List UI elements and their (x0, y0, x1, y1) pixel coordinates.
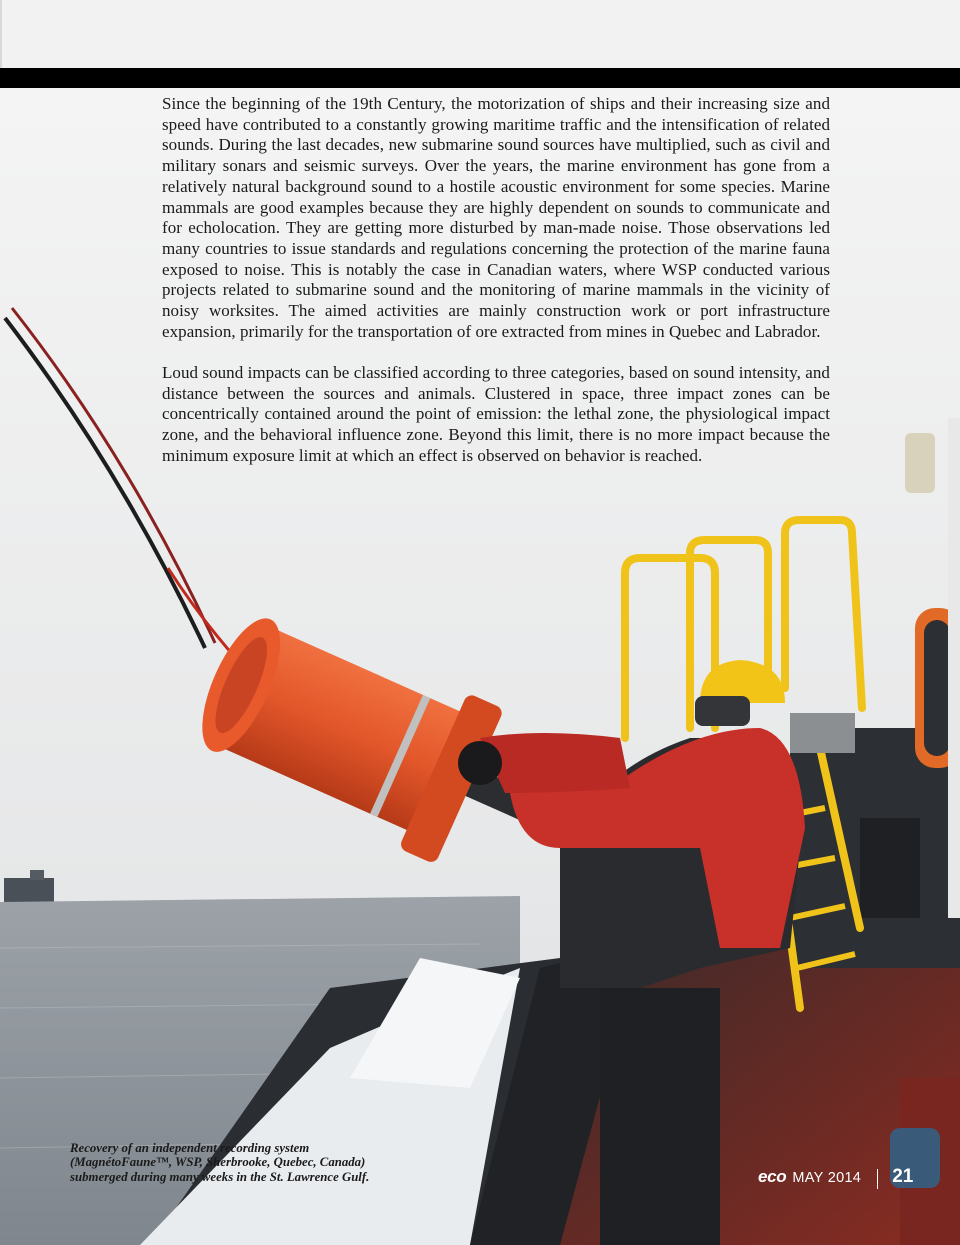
article-body (162, 94, 830, 487)
page-number: 21 (892, 1166, 914, 1187)
article-paragraph: Since the beginning of the 19th Century, the motorization of ships and their increasing size and speed have contributed to a constantly growing maritime traffic and the intensification of related sounds. During the last decades, new submarine sound sources have multiplied, such as civil and military sonars and seismic surveys. Over the years, the marine environment has gone from a relatively natural background sound to a hostile acoustic environment for some species. Marine mammals are good examples because they are highly dependent on sounds to communicate and for echolocation. They are getting more disturbed by man-made noise. Those observations led many countries to issue standards and regulations concerning the protection of the marine fauna exposed to noise. This is notably the case in Canadian waters, where WSP conducted various projects related to submarine sound and the monitoring of marine mammals in the vicinity of noisy worksites. The aimed activities are mainly construction work or port infrastructure expansion, primarily for the transportation of ore extracted from mines in Quebec and Labrador. (162, 94, 830, 341)
caption-line: Recovery of an independent recording system (70, 1141, 310, 1155)
article-paragraph: Loud sound impacts can be classified according to three categories, based on sound intensity, and distance between the sources and animals. Clustered in space, three impact zones can be concentrically contained around the point of emission: the lethal zone, the physiological impact zone, and the behavioral influence zone. Beyond this limit, there is no more impact because the minimum exposure limit at which an effect is observed on behavior is reached. (162, 362, 830, 465)
footer-divider (877, 1169, 878, 1189)
page-footer (758, 1166, 913, 1192)
issue-date: MAY 2014 (792, 1170, 862, 1186)
photo-caption (70, 1141, 415, 1184)
magazine-brand: eco (758, 1167, 787, 1186)
top-margin (0, 0, 960, 68)
caption-line: (MagnétoFaune™, WSP, Sherbrooke, Quebec, Canada) (70, 1155, 366, 1170)
header-bar (0, 68, 960, 88)
caption-line: submerged during many weeks in the St. Lawrence Gulf. (70, 1169, 370, 1184)
